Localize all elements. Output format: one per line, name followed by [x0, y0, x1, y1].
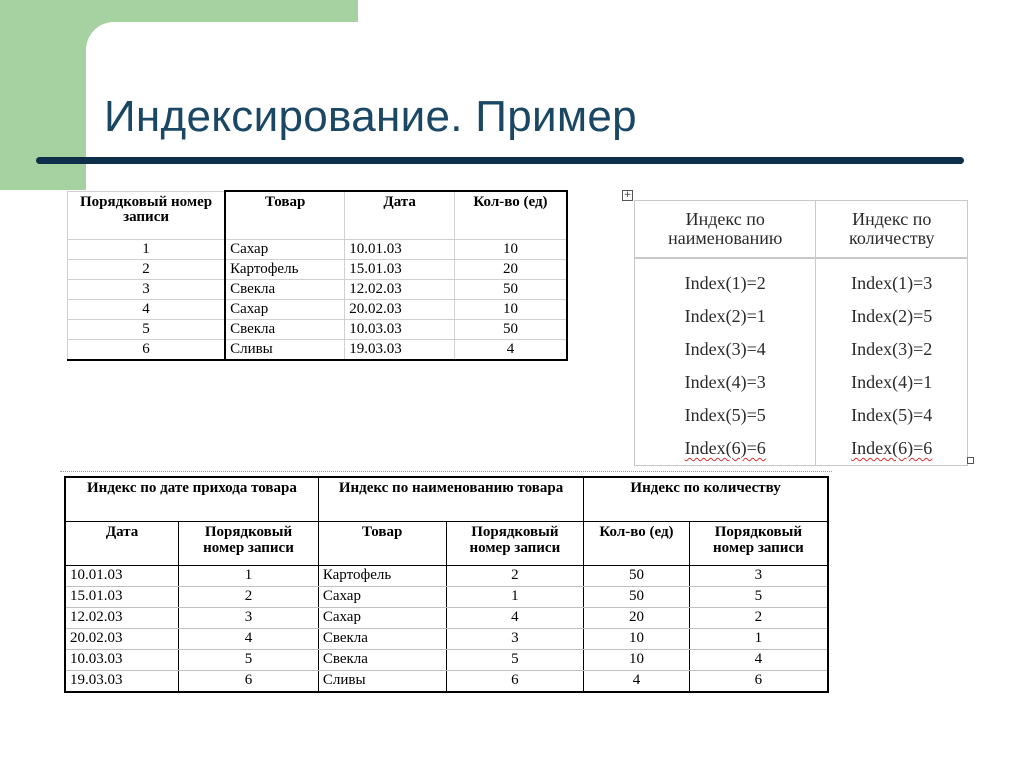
record-number-cell: 5 [689, 587, 828, 608]
group-header-quantity-index: Индекс по количеству [584, 477, 828, 522]
table-row [635, 300, 968, 333]
table-row [65, 629, 828, 650]
date-cell: 19.03.03 [65, 671, 179, 693]
records-header-cell: Товар [225, 191, 345, 240]
name-index-cell: Index(3)=4 [635, 333, 816, 366]
decorative-green-strip [0, 182, 52, 190]
quantity-cell: 20 [584, 608, 690, 629]
record-number: 2 [68, 260, 226, 280]
date-cell: 15.01.03 [65, 587, 179, 608]
record-number-cell: 3 [179, 608, 319, 629]
record-quantity: 50 [454, 280, 567, 300]
table-row [68, 340, 568, 361]
record-product: Картофель [225, 260, 345, 280]
record-number-cell: 6 [179, 671, 319, 693]
name-index-cell: Index(1)=2 [635, 258, 816, 300]
records-table [67, 190, 568, 361]
record-date: 10.03.03 [345, 320, 455, 340]
record-number-cell: 6 [446, 671, 584, 693]
quantity-cell: 10 [584, 629, 690, 650]
date-cell: 20.02.03 [65, 629, 179, 650]
record-number: 4 [68, 300, 226, 320]
table-row [68, 260, 568, 280]
table-row [635, 333, 968, 366]
product-cell: Картофель [318, 566, 446, 587]
record-number: 1 [68, 240, 226, 260]
record-number-cell: 5 [179, 650, 319, 671]
table-row [68, 280, 568, 300]
table-row [65, 608, 828, 629]
record-number-cell: 2 [446, 566, 584, 587]
table-row [68, 240, 568, 260]
record-product: Сливы [225, 340, 345, 361]
date-cell: 10.01.03 [65, 566, 179, 587]
sub-header-cell: Порядковый номер записи [446, 522, 584, 566]
record-product: Сахар [225, 300, 345, 320]
records-header-row [68, 191, 568, 240]
record-number-cell: 4 [179, 629, 319, 650]
record-product: Свекла [225, 320, 345, 340]
record-product: Свекла [225, 280, 345, 300]
record-date: 12.02.03 [345, 280, 455, 300]
sub-header-cell: Порядковый номер записи [179, 522, 319, 566]
table-row [635, 399, 968, 432]
record-number-cell: 6 [689, 671, 828, 693]
quantity-index-cell: Index(3)=2 [816, 333, 968, 366]
record-date: 10.01.03 [345, 240, 455, 260]
index-header-cell: Индекс по наименованию [635, 201, 816, 259]
record-quantity: 10 [454, 300, 567, 320]
product-cell: Сахар [318, 587, 446, 608]
table-row [68, 320, 568, 340]
record-number-cell: 3 [689, 566, 828, 587]
record-number-cell: 1 [446, 587, 584, 608]
index-header-cell: Индекс по количеству [816, 201, 968, 259]
quantity-index-cell: Index(6)=6 [816, 432, 968, 466]
quantity-index-cell: Index(4)=1 [816, 366, 968, 399]
record-quantity: 20 [454, 260, 567, 280]
records-header-cell: Кол-во (ед) [454, 191, 567, 240]
table-row [65, 566, 828, 587]
table-row [68, 300, 568, 320]
records-header-cell: Порядковый номер записи [68, 191, 226, 240]
name-index-cell: Index(6)=6 [635, 432, 816, 466]
record-quantity: 50 [454, 320, 567, 340]
group-header-name-index: Индекс по наименованию товара [318, 477, 583, 522]
record-number-cell: 2 [179, 587, 319, 608]
table-move-handle-icon[interactable]: + [623, 190, 632, 200]
sub-header-cell: Порядковый номер записи [689, 522, 828, 566]
quantity-index-cell: Index(1)=3 [816, 258, 968, 300]
quantity-index-cell: Index(5)=4 [816, 399, 968, 432]
title-underline-rule [36, 157, 964, 164]
record-number-cell: 2 [689, 608, 828, 629]
record-quantity: 10 [454, 240, 567, 260]
slide-title: Индексирование. Пример [104, 92, 637, 141]
table-row [65, 650, 828, 671]
quantity-cell: 50 [584, 587, 690, 608]
record-number-cell: 3 [446, 629, 584, 650]
quantity-index-cell: Index(2)=5 [816, 300, 968, 333]
table-resize-handle-icon[interactable] [967, 457, 974, 464]
record-number-cell: 4 [689, 650, 828, 671]
table-guide-line [60, 471, 832, 472]
combined-index-table [64, 476, 829, 693]
quantity-cell: 10 [584, 650, 690, 671]
record-number-cell: 1 [689, 629, 828, 650]
index-header-row [635, 201, 968, 259]
table-row [635, 258, 968, 300]
name-index-cell: Index(2)=1 [635, 300, 816, 333]
record-number-cell: 1 [179, 566, 319, 587]
date-cell: 10.03.03 [65, 650, 179, 671]
record-quantity: 4 [454, 340, 567, 361]
record-number: 3 [68, 280, 226, 300]
sub-header-cell: Дата [65, 522, 179, 566]
record-number-cell: 5 [446, 650, 584, 671]
sub-header-cell: Кол-во (ед) [584, 522, 690, 566]
sub-header-row [65, 522, 828, 566]
records-header-cell: Дата [345, 191, 455, 240]
name-index-cell: Index(4)=3 [635, 366, 816, 399]
table-row [65, 671, 828, 693]
table-row [635, 366, 968, 399]
quantity-cell: 50 [584, 566, 690, 587]
record-date: 15.01.03 [345, 260, 455, 280]
record-number-cell: 4 [446, 608, 584, 629]
table-row [635, 432, 968, 466]
date-cell: 12.02.03 [65, 608, 179, 629]
record-date: 19.03.03 [345, 340, 455, 361]
table-row [65, 587, 828, 608]
group-header-row [65, 477, 828, 522]
index-arrays-table[interactable] [634, 200, 968, 466]
product-cell: Сливы [318, 671, 446, 693]
name-index-cell: Index(5)=5 [635, 399, 816, 432]
quantity-cell: 4 [584, 671, 690, 693]
group-header-date-index: Индекс по дате прихода товара [65, 477, 318, 522]
record-number: 6 [68, 340, 226, 361]
record-date: 20.02.03 [345, 300, 455, 320]
sub-header-cell: Товар [318, 522, 446, 566]
product-cell: Свекла [318, 650, 446, 671]
record-number: 5 [68, 320, 226, 340]
product-cell: Свекла [318, 629, 446, 650]
product-cell: Сахар [318, 608, 446, 629]
record-product: Сахар [225, 240, 345, 260]
